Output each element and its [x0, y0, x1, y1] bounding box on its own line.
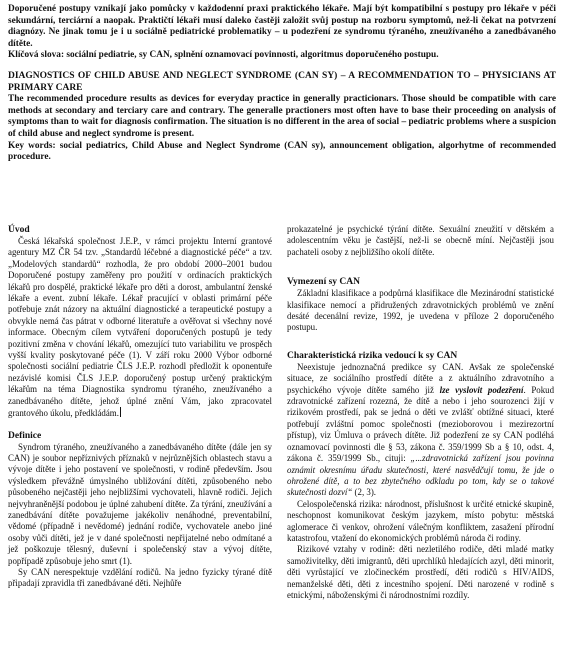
- definice-paragraph-2: Sy CAN nerespektuje vzdělání rodičů. Na jedno fyzicky týrané dítě připadají zpravidla tři zanedbávané děti. Nejhůře: [8, 566, 272, 589]
- heading-vymezeni: Vymezení sy CAN: [287, 277, 361, 288]
- celospolecenska-rizika-paragraph: Celospolečenská rizika: národnost, příslušnost k určité etnické skupině, neschopnost komunikovat českým jazykem, místo pobytu: městská aglomerace či venkov, ohrožení válečným konfliktem, zasažení přírodní katastrofou, vtažení do ekonomických problémů národa či rodiny.: [287, 498, 554, 543]
- abstract-cz-text: Doporučené postupy vznikají jako pomůcky v každodenní praxi praktického lékaře. Mají být kompatibilní s postupy pro lékaře v péči sekundární, terciární a naopak. Praktičtí lékaři musí daleko častěji založit svůj postup na rozboru symptomů, než-li čekat na potvrzení diagnózy. Ne jinak tomu je i u sociálně pediatrické problematiky – u podezření ze syndromu týraného, zneužívaného a zanedbávaného dítěte.: [8, 4, 556, 49]
- right-column: [287, 224, 554, 601]
- text-cursor: [120, 407, 121, 417]
- continued-paragraph: prokazatelné je psychické týrání dítěte. Sexuální zneužití v dětském a adolescentním věku je častější, než-li se obecně míní. Nejčastěji jsou pachateli osoby z nejbližšího okolí dítěte.: [287, 224, 554, 257]
- heading-definice: Definice: [8, 430, 42, 441]
- section-uvod: [8, 224, 272, 420]
- law-quote: „...zdravotnická zařízení jsou povinna oznámit okresnímu úřadu skutečnosti, které nasvědčují tomu, že jde o ohrožené dítě, a to bez zbytečného odkladu po tom, kdy se o takové skutečnosti dozví“: [287, 453, 554, 498]
- abstract-block: [8, 4, 556, 164]
- vymezeni-paragraph: Základní klasifikace a podpůrná klasifikace dle Mezinárodní statistické klasifikace nemocí a přidružených zdravotnických problémů ve znění desáté decenální revize, 1992, je uvedena v příloze 2 doporučeného postupu.: [287, 288, 554, 333]
- rizika-paragraph: Neexistuje jednoznačná predikce sy CAN. Avšak ze společenské situace, ze sociálního prostředí dítěte a z aktuálního zdravotního a psychického vývoje dítěte samého již lze vyslovit podezření. Pokud zdravotnické zařízení rozezná, že dítě a nebo i jeho sourozenci žijí v rizikovém prostředí, pak se jedná o děti ve zvlášť obtížné situaci, které potřebují zvláštní pomoc společnosti (mezioborovou i mezirezortní přístup), viz Úmluva o právech dítěte. Již podezření ze sy CAN podléhá oznamovací povinnosti dle § 53, zákona č. 359/1999 Sb a § 10, odst. 4, zákona č. 359/1999 Sb., cituji: „...zdravotnická zařízení jsou povinna oznámit okresnímu úřadu skutečnosti, které nasvědčují tomu, že jde o ohrožené dítě, a to bez zbytečného odkladu po tom, kdy se o takové skutečnosti dozví“ (2, 3).: [287, 361, 555, 498]
- english-title: DIAGNOSTICS OF CHILD ABUSE AND NEGLECT SYNDROME (CAN SY) – A RECOMMENDATION TO – PHYSICIANS AT PRIMARY CARE: [8, 70, 556, 93]
- abstract-en-text: The recommended procedure results as devices for everyday practice in generally practicionars. Those should be compatible with care methods at secondary and terciary care and contrary. The generalle practioners most often have to base their proceeding on analysis of symptoms than to wait for diagnosis confirmation. The situation is no different in the area of social – pediatric problems where a suspicion of child abuse and neglect syndrome is present.: [8, 94, 556, 139]
- left-column: [8, 224, 272, 590]
- uvod-paragraph: Česká lékařská společnost J.E.P., v rámci projektu Interní grantové agentury MZ ČR 54 tzv. „Standardů léčebné a diagnostické péče“ a tzv. „Modelových standardů“ rozhodla, že pro období 2000–2001 budou Doporučené postupy zaměřeny pro použití v ordinacích praktických lékařů pro dospělé, praktické lékaře pro děti a dorost, ambulantní ženské lékaře a event. zubní lékaře. Lékař pracující v oblasti primární péče potřebuje znát názory na aktuální diagnostické a terapeutické postupy a obvykle nemá čas pátrat v odborné literatuře a ověřovat si všechny nové informace. Obecným cílem vytváření doporučených postupů je tedy pozitivní změna v chování lékařů, omezující tuto variabilitu ve prospěch vyšší kvality poskytované péče (1). V září roku 2000 Výbor odborné společnosti sociální pediatrie ČLS J.E.P. rozhodl předložit k oponentuře nezávislé komisi ČLS J.E.P. doporučený postup určený praktickým lékařům na téma Diagnostika syndromu týraného, zneužívaného a zanedbávaného dítěte, jehož úplné znění Vám, jako zpracovatel grantového úkolu, předkládám.: [8, 236, 272, 419]
- abstract-cz: [8, 4, 556, 62]
- definice-paragraph: Syndrom týraného, zneužívaného a zanedbávaného dítěte (dále jen sy CAN) je soubor nepříznivých příznaků v nejrůznějších oblastech stavu a vývoje dítěte i jeho postavení ve společnosti, v rodině především. Jsou výsledkem převážně úmyslného ubližování dítěti, způsobeného nebo působeného nejčastěji jeho nejbližšími vychovateli, hlavně rodiči. Jejich nejvyhraněnější podobou je úplné zahubení dítěte. Za týrání, zneužívání a zanedbávání dítěte považujeme jakékoliv nenáhodné, preventabilní, vědomé (případně i nevědomé) jednání rodiče, vychovatele anebo jiné osoby vůči dítěti, jež je v dané společnosti nepřijatelné nebo odmítané a jež poškozuje tělesný, duševní i společenský stav a vývoj dítěte, popřípadě způsobuje jeho smrt (1).: [8, 441, 272, 566]
- section-rizika: [287, 350, 554, 602]
- emphasis-podezreni: lze vyslovit podezření: [439, 384, 524, 395]
- keywords-en: social pediatrics, Child Abuse and Neglect Syndrome (CAN sy), announcement obligation, algorhytme of recommended procedure.: [8, 140, 556, 163]
- keywords-cz-label: Klíčová slova:: [8, 50, 65, 61]
- section-vymezeni: [287, 276, 554, 334]
- heading-uvod: Úvod: [8, 225, 30, 235]
- abstract-en: [8, 94, 556, 164]
- rizikove-vztahy-paragraph: Rizikové vztahy v rodině: děti nezletilého rodiče, děti mladé matky samoživitelky, děti imigrantů, děti uprchlíků hledajících azyl, děti minorit, děti vyrůstající ve zločineckém prostředí, děti rodičů s HIV/AIDS, nemanželské děti, děti z incestního spojení. Děti narozené v rodině s etnickými, náboženskými či národnostními rozdíly.: [287, 544, 554, 600]
- keywords-cz: sociální pediatrie, sy CAN, splnění oznamovací povinnosti, algoritmus doporučeného postupu.: [66, 50, 439, 61]
- keywords-en-label: Key words:: [8, 140, 56, 151]
- heading-rizika: Charakteristická rizika vedoucí k sy CAN: [287, 350, 458, 361]
- section-definice: [8, 430, 272, 590]
